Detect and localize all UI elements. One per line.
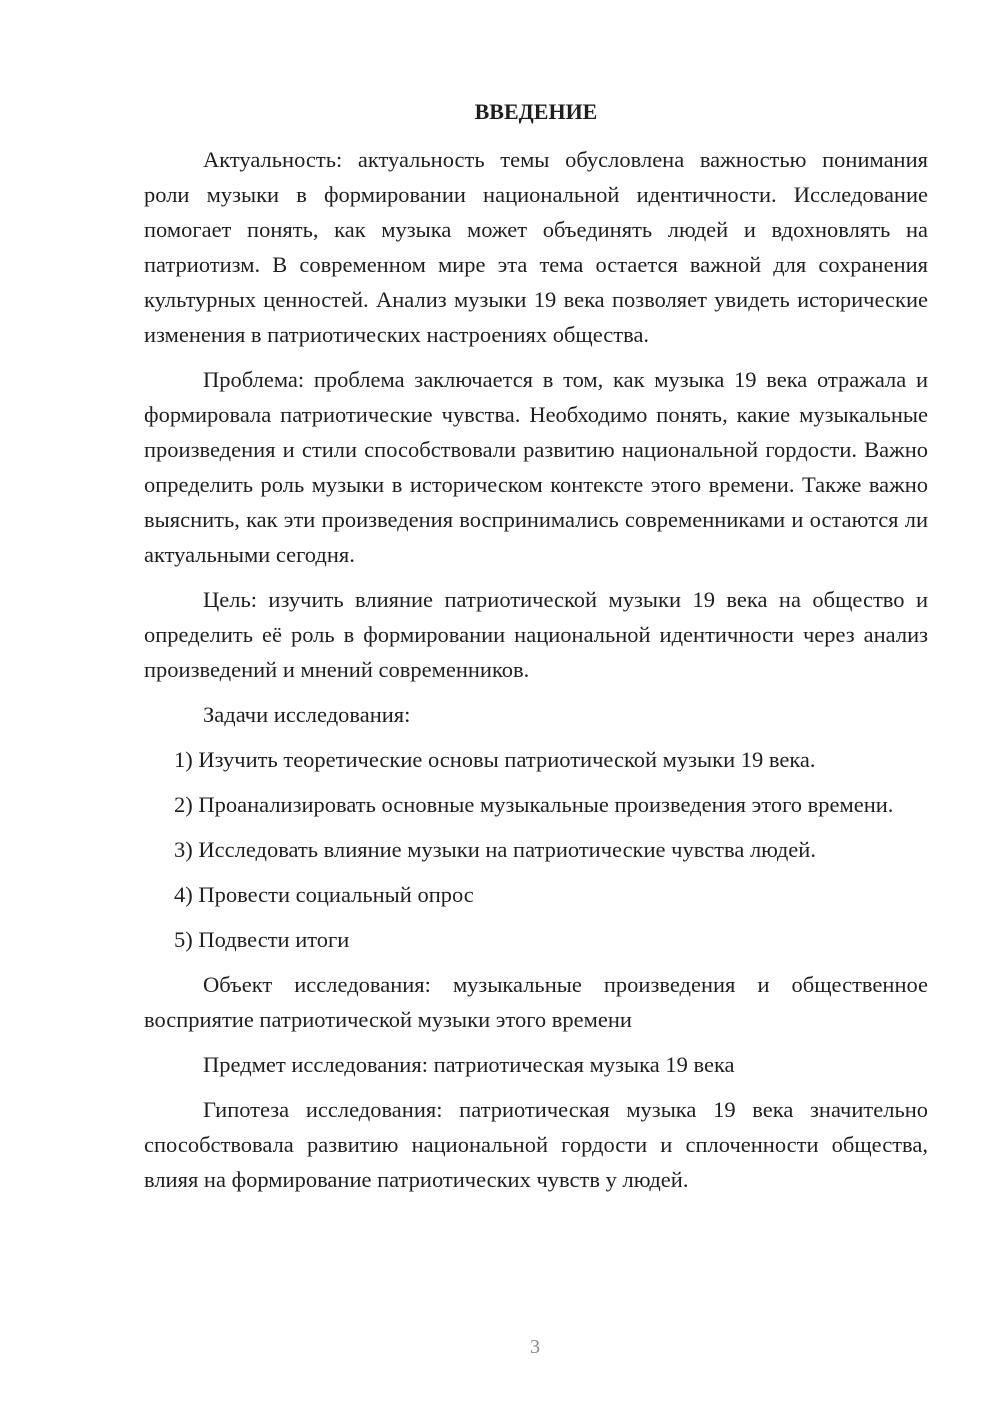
task-item: 1) Изучить теоретические основы патриотической музыки 19 века. xyxy=(174,747,816,772)
paragraph-relevance: Актуальность: актуальность темы обусловлена важностью понимания роли музыки в формировании национальной идентичности. Исследование помогает понять, как музыка может объединять людей и вдохновлять на патриотизм. В современном мире эта тема остается важной для сохранения культурных ценностей. Анализ музыки 19 века позволяет увидеть исторические изменения в патриотических настроениях общества. xyxy=(144,147,928,347)
paragraph-hypothesis: Гипотеза исследования: патриотическая музыка 19 века значительно способствовала развитию национальной гордости и сплоченности общества, влияя на формирование патриотических чувств у людей. xyxy=(144,1097,928,1192)
paragraph-tasks-heading: Задачи исследования: xyxy=(203,702,411,727)
paragraph-subject: Предмет исследования: патриотическая музыка 19 века xyxy=(203,1052,735,1077)
paragraph-object: Объект исследования: музыкальные произведения и общественное восприятие патриотической музыки этого времени xyxy=(144,972,928,1032)
task-item: 2) Проанализировать основные музыкальные произведения этого времени. xyxy=(174,792,894,817)
task-item: 4) Провести социальный опрос xyxy=(174,882,474,907)
paragraph-problem: Проблема: проблема заключается в том, как музыка 19 века отражала и формировала патриотические чувства. Необходимо понять, какие музыкальные произведения и стили способствовали развитию национальной гордости. Важно определить роль музыки в историческом контексте этого времени. Также важно выяснить, как эти произведения воспринимались современниками и остаются ли актуальными сегодня. xyxy=(144,367,928,567)
page-content xyxy=(144,94,928,1207)
task-item: 3) Исследовать влияние музыки на патриотические чувства людей. xyxy=(174,837,816,862)
paragraph-goal: Цель: изучить влияние патриотической музыки 19 века на общество и определить её роль в формировании национальной идентичности через анализ произведений и мнений современников. xyxy=(144,587,928,682)
task-item: 5) Подвести итоги xyxy=(174,927,350,952)
page-number: 3 xyxy=(530,1336,540,1358)
section-title: ВВЕДЕНИЕ xyxy=(474,99,598,124)
